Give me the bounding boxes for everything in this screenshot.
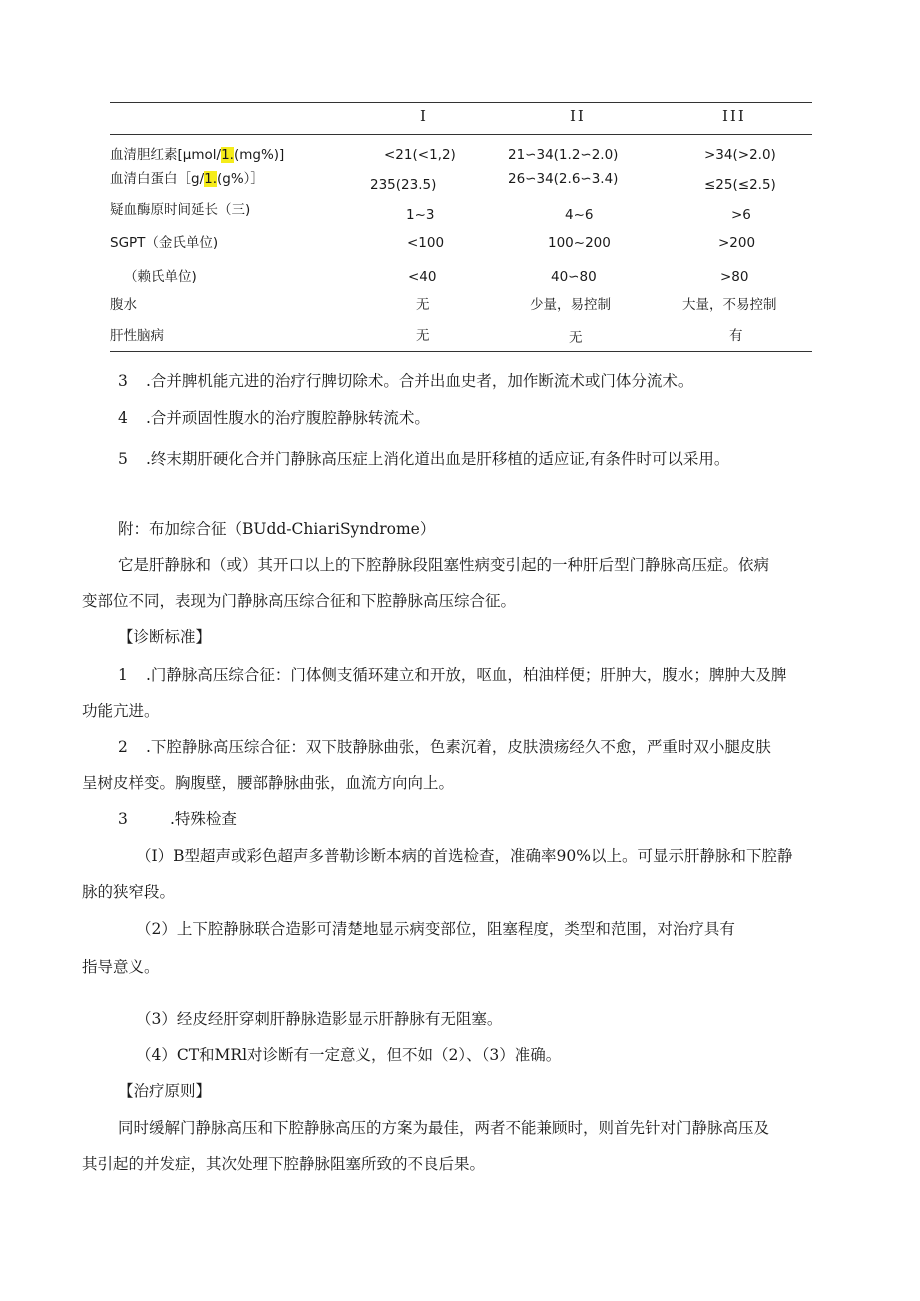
- header-grade-1: I: [420, 107, 428, 125]
- appendix-title: 附：布加综合征（BUdd-ChiariSyndrome）: [118, 520, 436, 538]
- albumin-grade-2: 26∽34(2.6∽3.4): [508, 171, 619, 187]
- sgpt-reitman-grade-2: 40∽80: [551, 269, 597, 285]
- row-label-encephalopathy: 肝性脑病: [110, 328, 164, 344]
- albumin-grade-3: ≤25(≤2.5): [704, 177, 776, 193]
- header-grade-3: III: [722, 107, 746, 125]
- bilirubin-grade-3: >34(>2.0): [704, 147, 776, 163]
- encephalopathy-grade-2: 无: [569, 330, 583, 346]
- intro-paragraph-line-2: 变部位不同，表现为门静脉高压综合征和下腔静脉高压综合征。: [82, 592, 517, 610]
- row-label-prothrombin: 疑血酶原时间延长（三): [110, 202, 251, 218]
- ascites-grade-2: 少量，易控制: [530, 297, 611, 313]
- sgpt-reitman-grade-3: >80: [720, 269, 749, 285]
- encephalopathy-grade-1: 无: [416, 328, 430, 344]
- sgpt-king-grade-2: 100~200: [548, 235, 611, 251]
- exam-2-line-2: 指导意义。: [82, 958, 160, 976]
- encephalopathy-grade-3: 有: [729, 328, 743, 344]
- diagnosis-item-3: 3 .特殊检查: [118, 810, 237, 828]
- grading-table: [110, 100, 812, 354]
- diagnosis-item-1-line-1: 1 .门静脉高压综合征：门体侧支循环建立和开放，呕血，柏油样便；肝肿大，腹水；脾肿大及脾: [118, 666, 787, 684]
- treatment-heading: 【治疗原则】: [118, 1082, 212, 1100]
- row-label-bilirubin: 血清胆红素[μmol/1.(mg%)]: [110, 147, 285, 163]
- row-label-ascites: 腹水: [110, 297, 137, 313]
- exam-4: （4）CT和MRl对诊断有一定意义，但不如（2）、（3）准确。: [136, 1046, 562, 1064]
- list-item: 3 .合并脾机能亢进的治疗行脾切除术。合并出血史者，加作断流术或门体分流术。: [118, 372, 694, 390]
- ascites-grade-3: 大量，不易控制: [682, 297, 777, 313]
- header-grade-2: II: [570, 107, 586, 125]
- prothrombin-grade-3: >6: [731, 207, 751, 223]
- treatment-line-1: 同时缓解门静脉高压和下腔静脉高压的方案为最佳，两者不能兼顾时，则首先针对门静脉高压及: [118, 1119, 770, 1137]
- row-label-sgpt-king: SGPT（金氏单位): [110, 235, 219, 251]
- diagnosis-item-2-line-1: 2 .下腔静脉高压综合征：双下肢静脉曲张，色素沉着，皮肤溃疡经久不愈，严重时双小腿皮肤: [118, 738, 771, 756]
- exam-3: （3）经皮经肝穿刺肝静脉造影显示肝静脉有无阻塞。: [136, 1010, 503, 1028]
- exam-1-line-2: 脉的狭窄段。: [82, 883, 176, 901]
- ascites-grade-1: 无: [416, 297, 430, 313]
- prothrombin-grade-2: 4~6: [565, 207, 594, 223]
- list-item: 4 .合并顽固性腹水的治疗腹腔静脉转流术。: [118, 409, 430, 427]
- row-label-albumin: 血清白蛋白［g/1.(g%）］: [110, 171, 264, 187]
- prothrombin-grade-1: 1~3: [406, 207, 435, 223]
- list-item: 5 .终末期肝硬化合并门静脉高压症上消化道出血是肝移植的适应证,有条件时可以采用。: [118, 450, 730, 468]
- sgpt-king-grade-3: >200: [718, 235, 756, 251]
- bilirubin-grade-2: 21∽34(1.2∽2.0): [508, 147, 619, 163]
- sgpt-reitman-grade-1: <40: [408, 269, 437, 285]
- table-bottom-rule: [110, 351, 812, 352]
- exam-1-line-1: （I）B型超声或彩色超声多普勒诊断本病的首选检查，准确率90%以上。可显示肝静脉和下腔静: [136, 847, 793, 865]
- bilirubin-grade-1: <21(<1,2): [384, 147, 456, 163]
- treatment-line-2: 其引起的并发症，其次处理下腔静脉阻塞所致的不良后果。: [82, 1155, 486, 1173]
- diagnosis-heading: 【诊断标准】: [118, 628, 212, 646]
- table-header-rule: [110, 134, 812, 135]
- intro-paragraph-line-1: 它是肝静脉和（或）其开口以上的下腔静脉段阻塞性病变引起的一种肝后型门静脉高压症。依病: [118, 556, 770, 574]
- row-label-sgpt-reitman: （赖氏单位): [124, 269, 197, 285]
- diagnosis-item-2-line-2: 呈树皮样变。胸腹壁，腰部静脉曲张，血流方向向上。: [82, 774, 455, 792]
- albumin-grade-1: 235(23.5): [370, 177, 437, 193]
- sgpt-king-grade-1: <100: [407, 235, 445, 251]
- table-top-rule: [110, 102, 812, 103]
- diagnosis-item-1-line-2: 功能亢进。: [82, 702, 160, 720]
- exam-2-line-1: （2）上下腔静脉联合造影可清楚地显示病变部位，阻塞程度，类型和范围，对治疗具有: [136, 920, 735, 938]
